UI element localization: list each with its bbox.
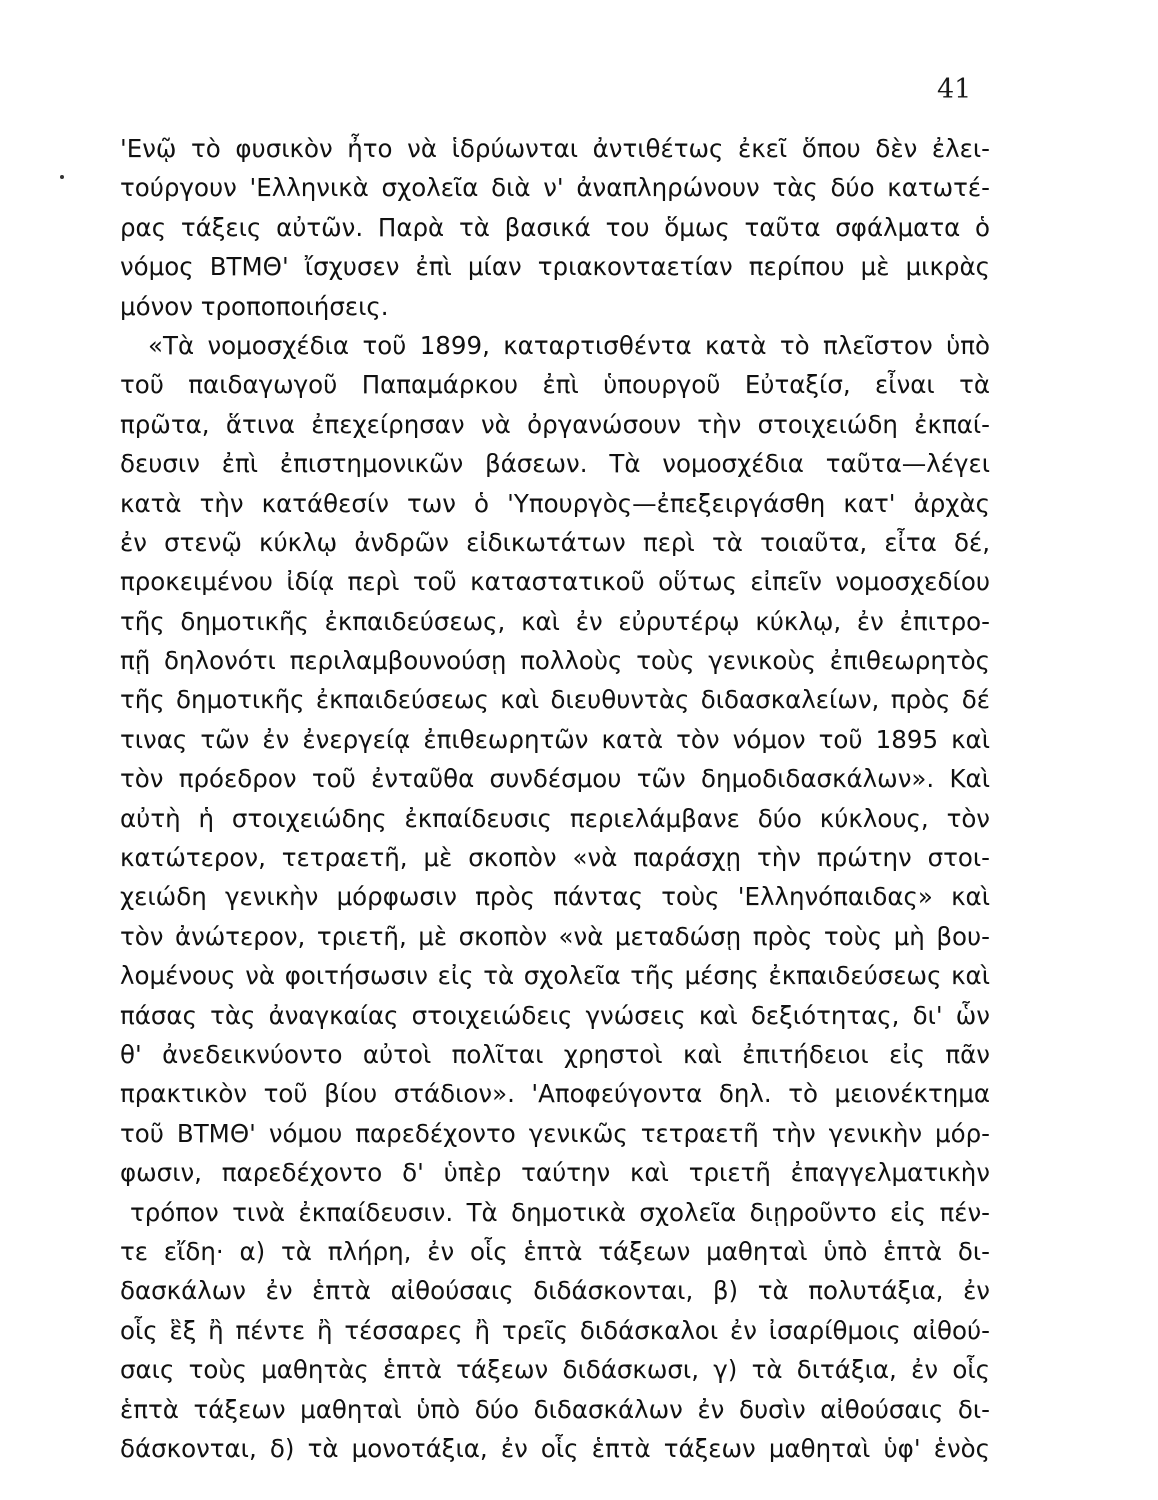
text-line: τρόπον τινὰ ἐκπαίδευσιν. Τὰ δημοτικὰ σχολεῖα διῃροῦντο εἰς πέν- [130, 1197, 990, 1227]
text-line: δάσκονται, δ) τὰ μονοτάξια, ἐν οἷς ἑπτὰ τάξεων μαθηταὶ ὑφ' ἑνὸς [120, 1433, 990, 1463]
text-line: τοῦ παιδαγωγοῦ Παπαμάρκου ἐπὶ ὑπουργοῦ Εὐταξίσ, εἶναι τὰ [120, 370, 990, 400]
text-line: δευσιν ἐπὶ ἐπιστημονικῶν βάσεων. Τὰ νομοσχέδια ταῦτα—λέγει [120, 449, 990, 479]
page-number: 41 [937, 74, 972, 105]
text-line: προκειμένου ἰδίᾳ περὶ τοῦ καταστατικοῦ οὕτως εἰπεῖν νομοσχεδίου [120, 567, 990, 597]
text-line: φωσιν, παρεδέχοντο δ' ὑπὲρ ταύτην καὶ τριετῆ ἐπαγγελματικὴν [120, 1158, 990, 1188]
text-line: κατὰ τὴν κατάθεσίν των ὁ 'Υπουργὸς—ἐπεξειργάσθη κατ' ἀρχὰς [120, 488, 990, 518]
text-line: πρακτικὸν τοῦ βίου στάδιον». 'Αποφεύγοντα δηλ. τὸ μειονέκτημα [120, 1079, 990, 1109]
text-line: μόνον τροποποιήσεις. [120, 291, 389, 321]
text-line: δασκάλων ἐν ἑπτὰ αἰθούσαις διδάσκονται, β) τὰ πολυτάξια, ἐν [120, 1276, 990, 1306]
text-line: σαις τοὺς μαθητὰς ἑπτὰ τάξεων διδάσκωσι, γ) τὰ διτάξια, ἐν οἷς [120, 1355, 990, 1385]
text-line: πρῶτα, ἅτινα ἐπεχείρησαν νὰ ὀργανώσουν τὴν στοιχειώδη ἐκπαί- [120, 409, 990, 439]
paragraph-start-line: «Τὰ νομοσχέδια τοῦ 1899, καταρτισθέντα κατὰ τὸ πλεῖστον ὑπὸ [148, 330, 990, 360]
text-line: πάσας τὰς ἀναγκαίας στοιχειώδεις γνώσεις καὶ δεξιότητας, δι' ὧν [120, 1000, 990, 1030]
text-line: ρας τάξεις αὐτῶν. Παρὰ τὰ βασικά του ὅμως ταῦτα σφάλματα ὁ [120, 212, 990, 242]
text-line: κατώτερον, τετραετῆ, μὲ σκοπὸν «νὰ παράσχῃ τὴν πρώτην στοι- [120, 843, 990, 873]
margin-dot-mark [60, 175, 64, 179]
text-line: ἐν στενῷ κύκλῳ ἀνδρῶν εἰδικωτάτων περὶ τὰ τοιαῦτα, εἶτα δέ, [120, 527, 990, 557]
text-line: ἑπτὰ τάξεων μαθηταὶ ὑπὸ δύο διδασκάλων ἐν δυσὶν αἰθούσαις δι- [120, 1394, 990, 1424]
text-line: πῇ δηλονότι περιλαμβουνούσῃ πολλοὺς τοὺς γενικοὺς ἐπιθεωρητὸς [120, 646, 990, 676]
text-line: θ' ἀνεδεικνύοντο αὐτοὶ πολῖται χρηστοὶ καὶ ἐπιτήδειοι εἰς πᾶν [120, 1039, 990, 1069]
text-line: χειώδη γενικὴν μόρφωσιν πρὸς πάντας τοὺς 'Ελληνόπαιδας» καὶ [120, 882, 990, 912]
body-text [120, 129, 990, 1468]
text-line: 'Ενῷ τὸ φυσικὸν ἦτο νὰ ἱδρύωνται ἀντιθέτως ἐκεῖ ὅπου δὲν ἐλει- [120, 134, 990, 163]
text-line: νόμος ΒΤΜΘ' ἴσχυσεν ἐπὶ μίαν τριακονταετίαν περίπου μὲ μικρὰς [120, 252, 990, 282]
text-line: αὐτὴ ἡ στοιχειώδης ἐκπαίδευσις περιελάμβανε δύο κύκλους, τὸν [120, 803, 990, 833]
text-line: τε εἴδη· α) τὰ πλήρη, ἐν οἷς ἑπτὰ τάξεων μαθηταὶ ὑπὸ ἑπτὰ δι- [120, 1236, 990, 1266]
text-line: τινας τῶν ἐν ἐνεργείᾳ ἐπιθεωρητῶν κατὰ τὸν νόμον τοῦ 1895 καὶ [120, 724, 990, 754]
text-line: τούργουν 'Ελληνικὰ σχολεῖα διὰ ν' ἀναπληρώνουν τὰς δύο κατωτέ- [120, 173, 990, 203]
text-line: τῆς δημοτικῆς ἐκπαιδεύσεως, καὶ ἐν εὐρυτέρῳ κύκλῳ, ἐν ἐπιτρο- [120, 606, 990, 636]
text-line: λομένους νὰ φοιτήσωσιν εἰς τὰ σχολεῖα τῆς μέσης ἐκπαιδεύσεως καὶ [120, 961, 990, 991]
text-line: τοῦ ΒΤΜΘ' νόμου παρεδέχοντο γενικῶς τετραετῆ τὴν γενικὴν μόρ- [120, 1118, 990, 1148]
text-line: τὸν πρόεδρον τοῦ ἐνταῦθα συνδέσμου τῶν δημοδιδασκάλων». Καὶ [120, 764, 990, 794]
text-line: οἷς ἓξ ἢ πέντε ἢ τέσσαρες ἢ τρεῖς διδάσκαλοι ἐν ἰσαρίθμοις αἰθού- [120, 1315, 990, 1345]
text-line: τῆς δημοτικῆς ἐκπαιδεύσεως καὶ διευθυντὰς διδασκαλείων, πρὸς δέ [120, 685, 990, 715]
text-line: τὸν ἀνώτερον, τριετῆ, μὲ σκοπὸν «νὰ μεταδώσῃ πρὸς τοὺς μὴ βου- [120, 921, 990, 951]
